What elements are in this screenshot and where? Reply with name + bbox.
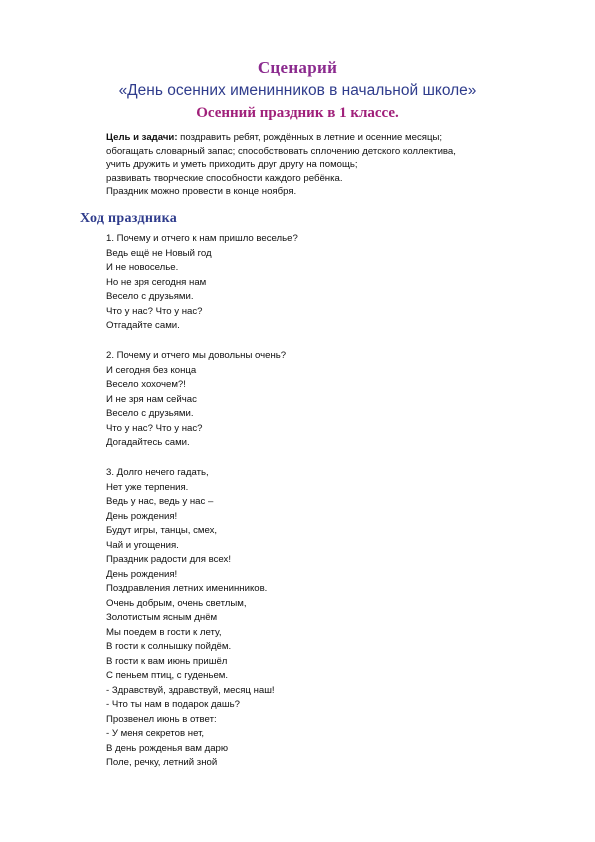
poem-line: Но не зря сегодня нам [106,276,207,288]
poem-stanza-3 [106,466,526,771]
intro-first-line: поздравить ребят, рождённых в летние и осенние месяцы; [177,132,443,143]
poem-line: - У меня секретов нет, [106,728,205,739]
poem-line: Очень добрым, очень светлым, [106,597,247,609]
document-heading: Осенний праздник в 1 классе. [196,105,399,121]
poem-line: Весело с друзьями. [106,291,194,302]
poem-line: 1. Почему и отчего к нам пришло веселье? [106,233,298,244]
poem-line: И сегодня без конца [106,364,197,376]
poem-line: Что у нас? Что у нас? [106,305,203,317]
poem-stanza-1 [106,232,526,334]
poem-line: Ведь у нас, ведь у нас – [106,496,214,507]
poem-stanza-2 [106,349,526,451]
intro-paragraph [106,131,546,199]
section-title: Ход праздника [80,211,178,226]
intro-line: развивать творческие способности каждого ребёнка. [106,172,343,184]
poem-line: 2. Почему и отчего мы довольны очень? [106,350,287,361]
poem-line: Поле, речку, летний зной [106,757,218,768]
poem-line: Нет уже терпения. [106,481,189,493]
document-title: Сценарий [257,58,338,77]
poem-line: Отгадайте сами. [106,320,180,331]
poem-line: Мы поедем в гости к лету, [106,626,222,638]
poem-line: Весело с друзьями. [106,408,194,419]
poem-line: Праздник радости для всех! [106,554,232,565]
poem-line: Золотистым ясным днём [106,612,218,623]
poem-line: Прозвенел июнь в ответ: [106,713,217,725]
intro-line: Праздник можно провести в конце ноября. [106,186,297,197]
intro-label: Цель и задачи: [106,132,178,143]
poem-line: В гости к солнышку пойдём. [106,641,232,652]
poem-line: И не новоселье. [106,262,179,273]
poem-line: В гости к вам июнь пришёл [106,655,228,667]
poem-line: И не зря нам сейчас [106,393,197,405]
poem-line: Будут игры, танцы, смех, [106,525,218,536]
poem-line: День рождения! [106,510,178,522]
intro-line [106,131,546,145]
poem-line: День рождения! [106,568,178,580]
document-subtitle: «День осенних именинников в начальной школе» [118,82,477,99]
poem-line: - Что ты нам в подарок дашь? [106,699,240,710]
poem-line: 3. Долго нечего гадать, [106,467,209,478]
poem-line: Догадайтесь сами. [106,437,190,448]
poem-line: В день рожденья вам дарю [106,742,229,754]
intro-line: обогащать словарный запас; способствовать сплочению детского коллектива, [106,145,456,157]
poem-line: - Здравствуй, здравствуй, месяц наш! [106,684,275,696]
poem-line: Ведь ещё не Новый год [106,247,212,259]
poem-line: Весело хохочем?! [106,379,186,390]
poem-line: С пеньем птиц, с гуденьем. [106,670,229,681]
poem-line: Поздравления летних именинников. [106,583,268,594]
intro-line: учить дружить и уметь приходить друг другу на помощь; [106,159,358,170]
poem-line: Что у нас? Что у нас? [106,422,203,434]
poem-line: Чай и угощения. [106,539,179,551]
